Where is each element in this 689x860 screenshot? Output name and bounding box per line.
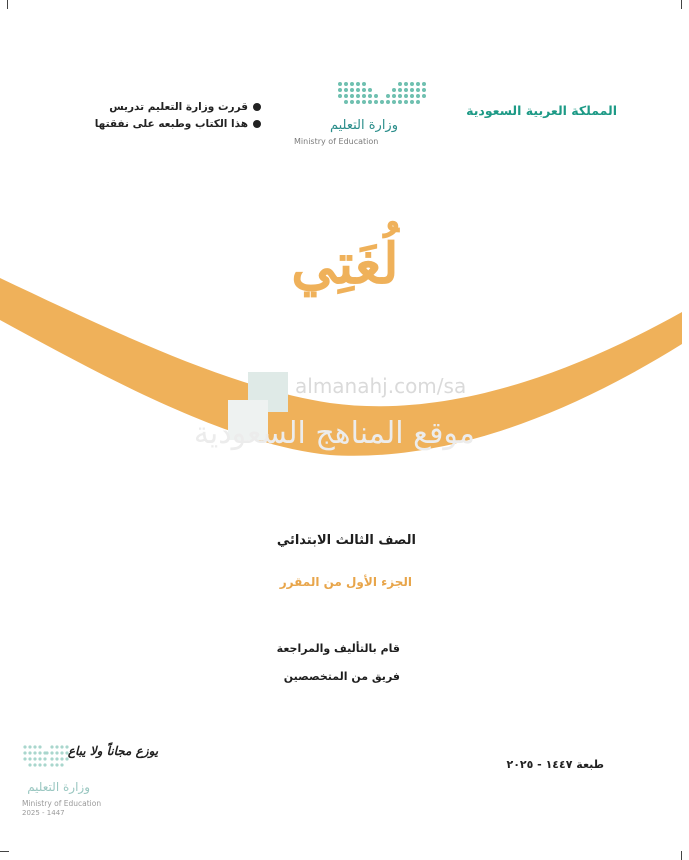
edition-label: طبعة ١٤٤٧ - ٢٠٢٥ xyxy=(506,758,604,771)
footer-ministry-en: Ministry of Education xyxy=(22,799,102,808)
grade-label: الصف الثالث الابتدائي xyxy=(276,533,416,548)
authoring-team: فريق من المتخصصين xyxy=(283,670,400,683)
ministry-name-en: Ministry of Education xyxy=(294,137,379,146)
free-distribution-text: يوزع مجاناً ولا يباع xyxy=(67,744,159,758)
watermark-text: موقع المناهج السعودية xyxy=(193,416,475,451)
bullet-icon xyxy=(253,103,261,111)
ministry-logo-small-icon xyxy=(22,744,70,774)
book-title: لُغَتِي xyxy=(291,231,399,297)
part-label: الجزء الأول من المقرر xyxy=(279,575,412,589)
footer-years: 2025 - 1447 xyxy=(22,809,65,817)
ministry-logo-icon xyxy=(336,80,432,110)
watermark-url: almanahj.com/sa xyxy=(295,374,467,398)
ministry-name-ar: وزارة التعليم xyxy=(329,118,398,133)
decree-text: قررت وزارة التعليم تدريس xyxy=(109,100,248,113)
decree-line xyxy=(75,98,261,115)
footer-ministry-ar: وزارة التعليم xyxy=(27,780,90,794)
bullet-icon xyxy=(253,120,261,128)
kingdom-name: المملكة العربية السعودية xyxy=(466,103,617,118)
decree-notice xyxy=(75,98,261,132)
decree-text: هذا الكتاب وطبعه على نفقتها xyxy=(94,117,248,130)
authored-by: قام بالتأليف والمراجعة xyxy=(276,642,400,655)
decree-line xyxy=(75,115,261,132)
